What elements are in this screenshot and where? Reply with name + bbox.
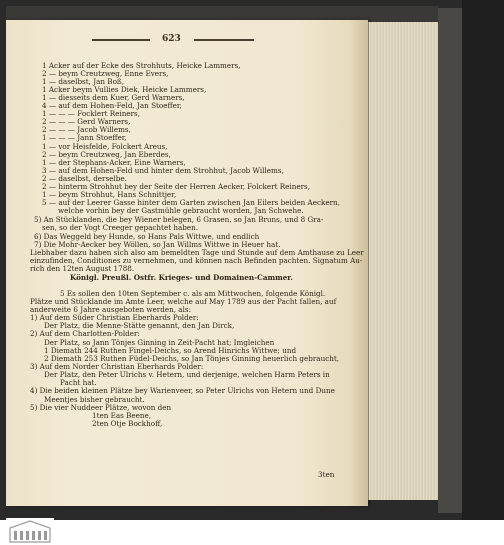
text-line: Plätze und Stücklande im Amte Leer, welche auf May 1789 aus der Pacht fallen, auf — [30, 297, 337, 306]
signature-line: Königl. Preußl. Ostfr. Krieges- und Domainen-Cammer. — [70, 273, 293, 282]
text-line: 1ten Eas Beene, — [92, 411, 152, 420]
text-line: 2 — beym Creutzweg, Enne Evers, — [42, 69, 169, 78]
text-line: 7) Die Mohr-Aecker bey Wöllen, so Jan Willms Wittwe in Heuer hat. — [34, 240, 281, 249]
text-line: anderweite 6 Jahre ausgeboten werden, als: — [30, 305, 191, 314]
text-line: 1 Acker beym Vullies Diek, Heicke Lammers, — [42, 85, 207, 94]
text-line: 2 — beym Creutzweg, Jan Eberdes, — [42, 150, 171, 159]
text-line: 1 Diemath 244 Ruthen Fingel-Deichs, so Arend Hinrichs Wittwe; und — [44, 346, 297, 355]
header-rule-left — [92, 39, 150, 41]
text-line: 1 — — — Jann Stoeffer, — [42, 133, 127, 142]
text-line: Liebhaber dazu haben sich also am bemeldten Tage und Stunde auf dem Amthause zu Leer — [30, 248, 364, 257]
text-line: 2 — hinterm Strohhut bey der Seite der Herren Aecker, Folckert Reiners, — [42, 182, 311, 191]
text-line: 2 Diemath 253 Ruthen Füdel-Deichs, so Jan Tönjes Ginning heuerlich gebraucht, — [44, 354, 340, 363]
text-line: 1 — — — Focklert Reiners, — [42, 109, 140, 118]
text-line: 4 — auf dem Hohen-Feld, Jan Stoeffer, — [42, 101, 182, 110]
catchword: 3ten — [318, 470, 335, 479]
text-line: sen, so der Vogt Creeger gepachtet haben. — [42, 223, 199, 232]
text-line: Pacht hat. — [60, 378, 97, 387]
text-line: 1 — diesseits dem Kuer, Gerd Warners, — [42, 93, 185, 102]
text-line: welche vorhin bey der Gastmühle gebraucht worden, Jan Schwehe. — [58, 206, 304, 215]
text-line: Der Platz, die Menne-Stätte genannt, den Jan Dirck, — [44, 321, 235, 330]
text-line: 6) Das Weggeld bey Hunde, so Hans Pals Wittwe, und endlich — [34, 232, 260, 241]
text-line: 1 — der Stephans-Acker, Eine Warners, — [42, 158, 186, 167]
text-line: 5) Die vier Nuddeer Plätze, wovon den — [30, 403, 172, 412]
library-logo-icon — [6, 518, 54, 544]
text-line: 2 — daselbst, derselbe. — [42, 174, 127, 183]
text-line: 1 Acker auf der Ecke des Strohhuts, Heicke Lammers, — [42, 61, 241, 70]
text-line: Der Platz, so Jann Tönjes Ginning in Zeit-Pacht hat; Imgleichen — [44, 338, 275, 347]
page-edges — [368, 22, 439, 500]
header-rule-right — [194, 39, 254, 41]
text-line: 3) Auf dem Norder Christian Eberhards Polder: — [30, 362, 204, 371]
text-line: 5) An Stücklanden, die bey Wiener belegen, 6 Grasen, so Jan Bruns, und 8 Gra- — [34, 215, 324, 224]
text-line: 5 — auf der Leerer Gasse hinter dem Garten zwischen Jan Eilers beiden Aeckern, — [42, 198, 340, 207]
text-line: 1 — beym Strohhut, Hans Schnittjer, — [42, 190, 177, 199]
text-line: 4) Die beiden kleinen Plätze bey Warienveer, so Peter Ulrichs von Hetern und Dune — [30, 386, 335, 395]
text-line: 1 — vor Heisfelde, Folckert Areus, — [42, 142, 168, 151]
text-line: 2 — — — Gerd Warners, — [42, 117, 131, 126]
book-cover-edge — [438, 8, 462, 513]
text-line: 5 Es sollen den 10ten September c. als am Mittwochen, folgende Königl. — [60, 289, 326, 298]
text-line: 3 — auf dem Hohen-Feld und hinter dem Strohhut, Jacob Willems, — [42, 166, 284, 175]
text-line: 1) Auf dem Süder Christian Eberhards Polder: — [30, 313, 199, 322]
text-line: Der Platz, den Peter Ulrichs v. Hetern, und derjenige, welchen Harm Peters in — [44, 370, 330, 379]
text-line: 2) Auf dem Charlotten-Polder: — [30, 329, 140, 338]
text-line: rich den 12ten August 1788. — [30, 264, 135, 273]
page-number: 623 — [162, 34, 181, 44]
dark-background — [462, 0, 504, 520]
text-line: Meentjes bisher gebraucht. — [44, 395, 145, 404]
text-line: 1 — daselbst, Jan Boß, — [42, 77, 124, 86]
text-line: einzufinden, Conditiones zu vernehmen, und können nach Befinden pachten. Signatum Au- — [30, 256, 363, 265]
text-line: 2 — — — Jacob Willems, — [42, 125, 131, 134]
text-line: 2ten Otje Bockhoff, — [92, 419, 163, 428]
